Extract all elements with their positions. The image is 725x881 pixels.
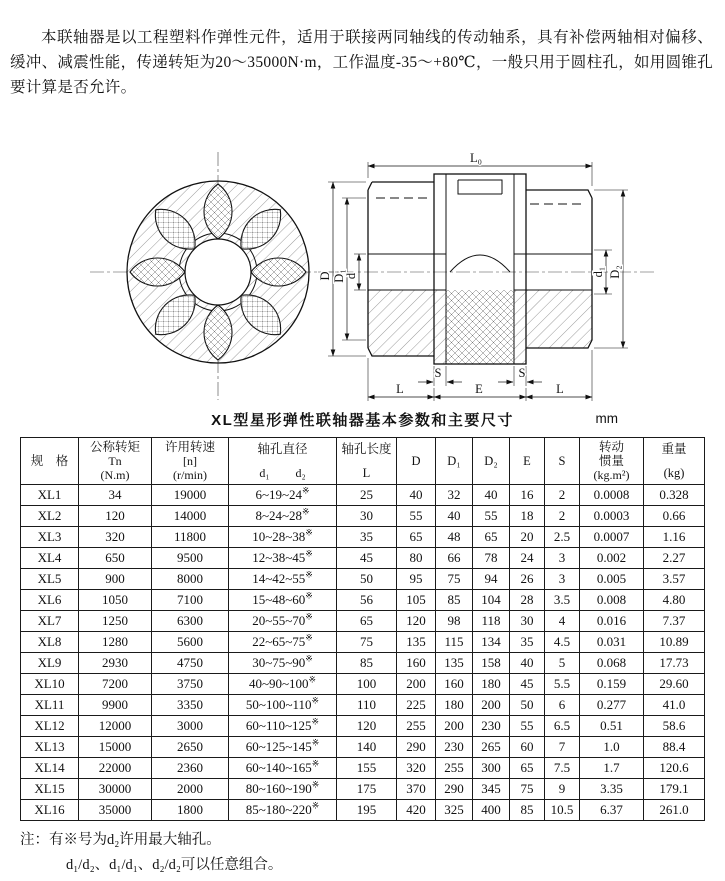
cell-bore-diameter: 40~90~100※ <box>229 673 337 694</box>
header-E: E <box>510 437 545 484</box>
cell-speed: 7100 <box>152 589 229 610</box>
cell-E: 18 <box>510 505 545 526</box>
cell-spec: XL4 <box>21 547 79 568</box>
cell-E: 65 <box>510 757 545 778</box>
star-mark: ※ <box>311 716 320 727</box>
cell-speed: 1800 <box>152 799 229 820</box>
cell-speed: 11800 <box>152 526 229 547</box>
star-mark: ※ <box>302 506 310 517</box>
cell-weight: 17.73 <box>644 652 705 673</box>
note-text-1: 有※号为d₂许用最大轴孔。 <box>49 831 221 848</box>
cell-D1: 135 <box>436 652 473 673</box>
header-weight <box>644 437 705 484</box>
intro-paragraph: 本联轴器是以工程塑料作弹性元件，适用于联接两同轴线的传动轴系，具有补偿两轴相对偏移、缓冲、减震性能，传递转矩为20～35000N·m，工作温度-35～+80℃，一般只用于圆柱孔，如用圆锥孔要计算是否允许。 <box>10 28 714 96</box>
star-mark: ※ <box>305 653 313 664</box>
table-row <box>21 484 705 505</box>
cell-S: 5.5 <box>545 673 580 694</box>
cell-D: 160 <box>397 652 436 673</box>
cell-D1: 66 <box>436 547 473 568</box>
cell-inertia: 0.51 <box>580 715 644 736</box>
dim-label-D: D <box>318 270 332 281</box>
cell-speed: 14000 <box>152 505 229 526</box>
header-inertia <box>580 437 644 484</box>
cell-bore-length: 50 <box>337 568 397 589</box>
cell-D1: 32 <box>436 484 473 505</box>
cell-D2: 134 <box>473 631 510 652</box>
cell-E: 16 <box>510 484 545 505</box>
cell-bore-diameter: 20~55~70※ <box>229 610 337 631</box>
table-row <box>21 568 705 589</box>
cell-weight: 0.328 <box>644 484 705 505</box>
cell-S: 6.5 <box>545 715 580 736</box>
cell-weight: 7.37 <box>644 610 705 631</box>
cell-D2: 345 <box>473 778 510 799</box>
table-row <box>21 589 705 610</box>
cell-bore-length: 140 <box>337 736 397 757</box>
cell-bore-length: 56 <box>337 589 397 610</box>
cell-D: 225 <box>397 694 436 715</box>
cell-D: 320 <box>397 757 436 778</box>
cell-S: 10.5 <box>545 799 580 820</box>
cell-torque: 1250 <box>79 610 152 631</box>
cell-D2: 65 <box>473 526 510 547</box>
cell-inertia: 0.005 <box>580 568 644 589</box>
table-row <box>21 715 705 736</box>
header-D: D <box>397 437 436 484</box>
cell-bore-diameter: 10~28~38※ <box>229 526 337 547</box>
cell-bore-length: 85 <box>337 652 397 673</box>
cell-inertia: 3.35 <box>580 778 644 799</box>
cell-bore-length: 65 <box>337 610 397 631</box>
star-mark: ※ <box>305 527 313 538</box>
cell-D: 80 <box>397 547 436 568</box>
dim-label-d1: d₁ <box>591 266 605 277</box>
table-row <box>21 694 705 715</box>
cell-speed: 2650 <box>152 736 229 757</box>
cell-D2: 94 <box>473 568 510 589</box>
cell-D1: 255 <box>436 757 473 778</box>
cell-inertia: 6.37 <box>580 799 644 820</box>
cell-bore-diameter: 60~140~165※ <box>229 757 337 778</box>
jaw-interlock <box>458 180 502 194</box>
cell-torque: 12000 <box>79 715 152 736</box>
cell-D2: 40 <box>473 484 510 505</box>
cell-E: 60 <box>510 736 545 757</box>
cell-E: 40 <box>510 652 545 673</box>
cell-D1: 40 <box>436 505 473 526</box>
cell-spec: XL7 <box>21 610 79 631</box>
cell-bore-diameter: 60~125~145※ <box>229 736 337 757</box>
cell-torque: 34 <box>79 484 152 505</box>
cell-bore-diameter: 22~65~75※ <box>229 631 337 652</box>
cell-bore-length: 155 <box>337 757 397 778</box>
header-bore-dia-title: 轴孔直径 <box>257 441 308 456</box>
star-mark: ※ <box>305 569 313 580</box>
header-torque-title: 公称转矩 <box>89 439 140 454</box>
cell-torque: 7200 <box>79 673 152 694</box>
cell-weight: 179.1 <box>644 778 705 799</box>
cell-speed: 19000 <box>152 484 229 505</box>
cell-inertia: 0.068 <box>580 652 644 673</box>
cell-S: 4.5 <box>545 631 580 652</box>
cell-D1: 290 <box>436 778 473 799</box>
cell-bore-diameter: 8~24~28※ <box>229 505 337 526</box>
table-row <box>21 526 705 547</box>
cell-inertia: 0.277 <box>580 694 644 715</box>
table-row <box>21 799 705 820</box>
cell-bore-length: 35 <box>337 526 397 547</box>
cell-S: 9 <box>545 778 580 799</box>
cell-speed: 9500 <box>152 547 229 568</box>
table-title: XL型星形弹性联轴器基本参数和主要尺寸 <box>211 411 514 429</box>
cell-torque: 35000 <box>79 799 152 820</box>
star-mark: ※ <box>305 590 313 601</box>
table-row <box>21 547 705 568</box>
cell-spec: XL10 <box>21 673 79 694</box>
star-mark: ※ <box>308 674 317 685</box>
cell-D2: 55 <box>473 505 510 526</box>
cell-spec: XL8 <box>21 631 79 652</box>
header-speed-unit: (r/min) <box>173 467 207 482</box>
cell-speed: 4750 <box>152 652 229 673</box>
cell-S: 4 <box>545 610 580 631</box>
cell-spec: XL13 <box>21 736 79 757</box>
cell-bore-length: 100 <box>337 673 397 694</box>
header-torque-symbol: Tn <box>108 453 122 468</box>
cell-speed: 3750 <box>152 673 229 694</box>
table-row <box>21 757 705 778</box>
header-torque <box>79 437 152 484</box>
cell-D: 120 <box>397 610 436 631</box>
cell-bore-length: 30 <box>337 505 397 526</box>
cell-weight: 3.57 <box>644 568 705 589</box>
cell-E: 28 <box>510 589 545 610</box>
dim-label-L0: L₀ <box>470 150 482 165</box>
right-flange-hatch <box>514 290 526 364</box>
cell-D: 55 <box>397 505 436 526</box>
cell-torque: 900 <box>79 568 152 589</box>
cell-S: 3 <box>545 547 580 568</box>
cell-D2: 265 <box>473 736 510 757</box>
table-row <box>21 610 705 631</box>
table-row <box>21 505 705 526</box>
left-hub-hatch <box>368 290 434 356</box>
header-weight-title: 重量 <box>661 441 687 456</box>
cell-speed: 3000 <box>152 715 229 736</box>
cell-E: 85 <box>510 799 545 820</box>
header-bore-len-symbol: L <box>362 465 371 480</box>
cell-bore-diameter: 6~19~24※ <box>229 484 337 505</box>
cell-spec: XL5 <box>21 568 79 589</box>
cell-torque: 1280 <box>79 631 152 652</box>
header-spec: 规 格 <box>21 437 79 484</box>
star-mark: ※ <box>305 611 313 622</box>
star-mark: ※ <box>311 695 320 706</box>
cell-torque: 15000 <box>79 736 152 757</box>
header-inertia-l2: 惯量 <box>598 453 624 468</box>
cell-E: 20 <box>510 526 545 547</box>
cell-S: 2.5 <box>545 526 580 547</box>
table-unit: mm <box>595 410 618 426</box>
cell-bore-diameter: 12~38~45※ <box>229 547 337 568</box>
cell-spec: XL14 <box>21 757 79 778</box>
cell-inertia: 1.7 <box>580 757 644 778</box>
star-section-hatch <box>446 290 514 364</box>
table-row <box>21 631 705 652</box>
cell-D2: 118 <box>473 610 510 631</box>
cell-E: 30 <box>510 610 545 631</box>
cell-E: 50 <box>510 694 545 715</box>
cell-weight: 29.60 <box>644 673 705 694</box>
table-header <box>21 437 705 484</box>
cell-spec: XL15 <box>21 778 79 799</box>
cell-E: 35 <box>510 631 545 652</box>
star-mark: ※ <box>311 779 320 790</box>
table-caption <box>22 407 703 431</box>
cell-bore-length: 25 <box>337 484 397 505</box>
cell-weight: 120.6 <box>644 757 705 778</box>
cell-weight: 10.89 <box>644 631 705 652</box>
cell-D2: 200 <box>473 694 510 715</box>
cell-D: 290 <box>397 736 436 757</box>
dim-label-E: E <box>475 381 483 396</box>
cell-S: 5 <box>545 652 580 673</box>
cell-weight: 41.0 <box>644 694 705 715</box>
cell-D: 65 <box>397 526 436 547</box>
cell-inertia: 0.0003 <box>580 505 644 526</box>
parameters-table <box>20 437 705 821</box>
cell-inertia: 0.0008 <box>580 484 644 505</box>
cell-E: 26 <box>510 568 545 589</box>
header-D2: D₂ <box>473 437 510 484</box>
dim-label-D2: D₂ <box>608 264 622 279</box>
cell-D2: 400 <box>473 799 510 820</box>
cell-inertia: 0.0007 <box>580 526 644 547</box>
cell-D2: 180 <box>473 673 510 694</box>
cell-S: 2 <box>545 484 580 505</box>
cell-spec: XL2 <box>21 505 79 526</box>
cell-D: 135 <box>397 631 436 652</box>
cell-torque: 9900 <box>79 694 152 715</box>
technical-drawing <box>0 150 725 405</box>
cell-bore-diameter: 85~180~220※ <box>229 799 337 820</box>
cell-D: 105 <box>397 589 436 610</box>
side-view <box>318 151 654 401</box>
cell-inertia: 0.008 <box>580 589 644 610</box>
cell-D1: 75 <box>436 568 473 589</box>
star-mark: ※ <box>302 485 310 496</box>
cell-weight: 2.27 <box>644 547 705 568</box>
cell-E: 24 <box>510 547 545 568</box>
cell-spec: XL3 <box>21 526 79 547</box>
cell-speed: 2000 <box>152 778 229 799</box>
cell-speed: 5600 <box>152 631 229 652</box>
note-prefix: 注： <box>20 831 49 848</box>
cell-bore-length: 45 <box>337 547 397 568</box>
cell-bore-diameter: 30~75~90※ <box>229 652 337 673</box>
note-line-1 <box>20 828 725 853</box>
header-inertia-unit: (kg.m²) <box>593 467 630 482</box>
cell-spec: XL1 <box>21 484 79 505</box>
cell-bore-length: 175 <box>337 778 397 799</box>
header-weight-unit: (kg) <box>663 465 685 480</box>
cell-spec: XL9 <box>21 652 79 673</box>
cell-weight: 0.66 <box>644 505 705 526</box>
cell-bore-diameter: 80~160~190※ <box>229 778 337 799</box>
cell-speed: 3350 <box>152 694 229 715</box>
cell-torque: 320 <box>79 526 152 547</box>
dim-label-d: d <box>344 272 358 279</box>
cell-D1: 115 <box>436 631 473 652</box>
table-row <box>21 736 705 757</box>
cell-speed: 8000 <box>152 568 229 589</box>
cell-weight: 1.16 <box>644 526 705 547</box>
cell-D1: 230 <box>436 736 473 757</box>
cell-S: 7.5 <box>545 757 580 778</box>
cell-inertia: 1.0 <box>580 736 644 757</box>
cell-bore-diameter: 14~42~55※ <box>229 568 337 589</box>
cell-spec: XL12 <box>21 715 79 736</box>
header-S: S <box>545 437 580 484</box>
cell-D2: 230 <box>473 715 510 736</box>
cell-spec: XL16 <box>21 799 79 820</box>
dim-label-S-right: S <box>518 365 526 380</box>
cell-E: 75 <box>510 778 545 799</box>
cell-S: 6 <box>545 694 580 715</box>
cell-S: 3.5 <box>545 589 580 610</box>
cell-bore-diameter: 15~48~60※ <box>229 589 337 610</box>
header-bore-len-title: 轴孔长度 <box>341 441 392 456</box>
cell-D2: 300 <box>473 757 510 778</box>
bore-circle <box>185 239 251 305</box>
cell-E: 55 <box>510 715 545 736</box>
cell-D: 95 <box>397 568 436 589</box>
cell-inertia: 0.031 <box>580 631 644 652</box>
cell-D1: 98 <box>436 610 473 631</box>
dim-label-L-right: L <box>556 381 564 396</box>
cell-D: 420 <box>397 799 436 820</box>
cell-S: 7 <box>545 736 580 757</box>
cell-spec: XL6 <box>21 589 79 610</box>
cell-torque: 120 <box>79 505 152 526</box>
cell-D: 200 <box>397 673 436 694</box>
footnotes <box>20 828 725 878</box>
cell-D: 255 <box>397 715 436 736</box>
note-line-2: d₁/d₂、d₁/d₁、d₂/d₂可以任意组合。 <box>66 856 283 873</box>
star-mark: ※ <box>305 548 313 559</box>
cell-torque: 22000 <box>79 757 152 778</box>
cell-speed: 2360 <box>152 757 229 778</box>
cell-bore-length: 75 <box>337 631 397 652</box>
right-hub-hatch <box>526 290 592 348</box>
cell-S: 2 <box>545 505 580 526</box>
cell-weight: 58.6 <box>644 715 705 736</box>
front-view <box>90 152 346 400</box>
cell-weight: 4.80 <box>644 589 705 610</box>
header-bore-d1: d₁ <box>259 465 270 480</box>
star-mark: ※ <box>311 800 320 811</box>
dim-label-S-left: S <box>434 365 442 380</box>
header-bore-d2: d₂ <box>295 465 306 480</box>
cell-inertia: 0.016 <box>580 610 644 631</box>
header-speed <box>152 437 229 484</box>
cell-weight: 88.4 <box>644 736 705 757</box>
cell-bore-diameter: 60~110~125※ <box>229 715 337 736</box>
star-mark: ※ <box>305 632 313 643</box>
cell-speed: 6300 <box>152 610 229 631</box>
cell-D: 370 <box>397 778 436 799</box>
cell-D1: 325 <box>436 799 473 820</box>
cell-bore-length: 110 <box>337 694 397 715</box>
cell-D2: 104 <box>473 589 510 610</box>
cell-D1: 200 <box>436 715 473 736</box>
table-row <box>21 673 705 694</box>
cell-torque: 1050 <box>79 589 152 610</box>
cell-D1: 48 <box>436 526 473 547</box>
cell-bore-length: 120 <box>337 715 397 736</box>
dim-label-D1: D₁ <box>332 268 346 283</box>
header-inertia-l1: 转动 <box>598 439 624 454</box>
header-speed-title: 许用转速 <box>164 439 215 454</box>
cell-torque: 30000 <box>79 778 152 799</box>
cell-bore-diameter: 50~100~110※ <box>229 694 337 715</box>
cell-inertia: 0.159 <box>580 673 644 694</box>
cell-inertia: 0.002 <box>580 547 644 568</box>
star-mark: ※ <box>311 758 320 769</box>
table-row <box>21 778 705 799</box>
header-speed-symbol: [n] <box>183 453 197 468</box>
dim-label-L-left: L <box>396 381 404 396</box>
header-bore-length <box>337 437 397 484</box>
header-D1: D₁ <box>436 437 473 484</box>
cell-D1: 85 <box>436 589 473 610</box>
cell-D1: 180 <box>436 694 473 715</box>
center-dome <box>450 255 510 272</box>
cell-D1: 160 <box>436 673 473 694</box>
left-flange-hatch <box>434 290 446 364</box>
cell-D2: 78 <box>473 547 510 568</box>
cell-S: 3 <box>545 568 580 589</box>
cell-spec: XL11 <box>21 694 79 715</box>
cell-weight: 261.0 <box>644 799 705 820</box>
cell-torque: 2930 <box>79 652 152 673</box>
table-row <box>21 652 705 673</box>
cell-bore-length: 195 <box>337 799 397 820</box>
header-torque-unit: (N.m) <box>100 467 130 482</box>
cell-D2: 158 <box>473 652 510 673</box>
cell-D: 40 <box>397 484 436 505</box>
table-body <box>21 484 705 820</box>
header-bore-diameter <box>229 437 337 484</box>
cell-E: 45 <box>510 673 545 694</box>
star-mark: ※ <box>311 737 320 748</box>
cell-torque: 650 <box>79 547 152 568</box>
